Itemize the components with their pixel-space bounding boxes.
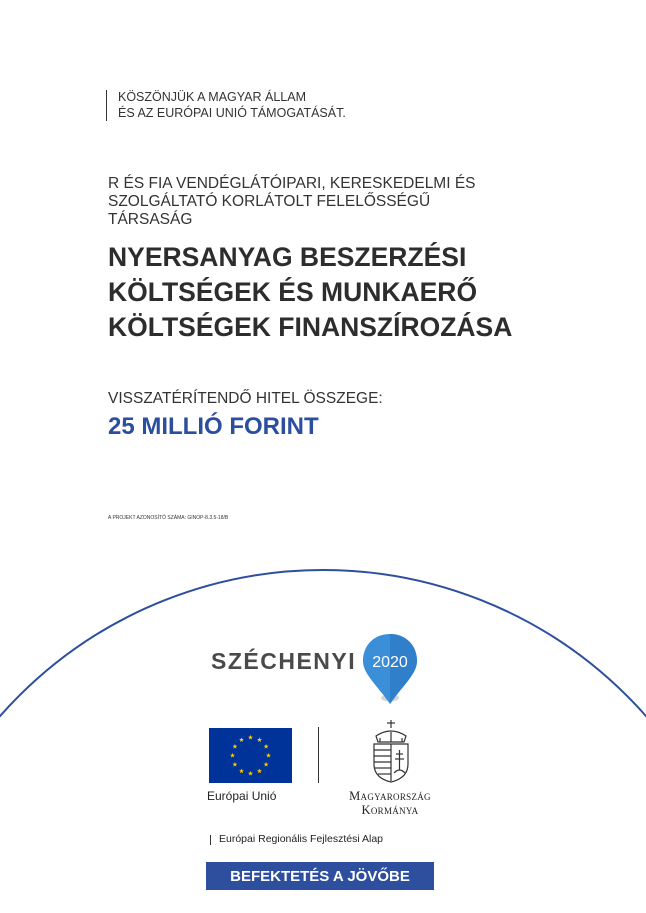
logo-divider	[318, 727, 319, 783]
project-title-line-1: NYERSANYAG BESZERZÉSI	[108, 242, 467, 272]
slogan-banner: BEFEKTETÉS A JÖVŐBE	[206, 862, 434, 890]
thanks-line-1: KÖSZÖNJÜK A MAGYAR ÁLLAM	[118, 90, 307, 104]
project-id: A PROJEKT AZONOSÍTÓ SZÁMA: GINOP-8.3.5-18/B	[108, 515, 229, 521]
gov-line-2: Kormánya	[361, 803, 419, 817]
eu-flag-icon	[209, 728, 292, 783]
beneficiary-line-1: R ÉS FIA VENDÉGLÁTÓIPARI, KERESKEDELMI ÉS	[108, 175, 476, 192]
loan-amount: 25 MILLIÓ FORINT	[108, 413, 319, 440]
szechenyi-logo-text: SZÉCHENYI	[211, 648, 357, 674]
location-pin-icon	[360, 632, 420, 710]
beneficiary-line-2: SZOLGÁLTATÓ KORLÁTOLT FELELŐSSÉGŰ	[108, 193, 431, 210]
eu-label: Európai Unió	[207, 789, 277, 803]
year-2020: 2020	[372, 654, 408, 671]
fund-name: Európai Regionális Fejlesztési Alap	[219, 833, 384, 845]
fund-divider	[210, 835, 211, 845]
coat-of-arms-icon	[368, 718, 414, 784]
gov-line-1: Magyarország	[349, 789, 431, 803]
thanks-line-2: ÉS AZ EURÓPAI UNIÓ TÁMOGATÁSÁT.	[118, 106, 346, 120]
loan-label: VISSZATÉRÍTENDŐ HITEL ÖSSZEGE:	[108, 390, 383, 407]
beneficiary-line-3: TÁRSASÁG	[108, 211, 193, 228]
hungarian-government-label	[338, 789, 442, 817]
project-title-line-2: KÖLTSÉGEK ÉS MUNKAERŐ	[108, 277, 478, 307]
project-title-line-3: KÖLTSÉGEK FINANSZÍROZÁSA	[108, 312, 513, 342]
